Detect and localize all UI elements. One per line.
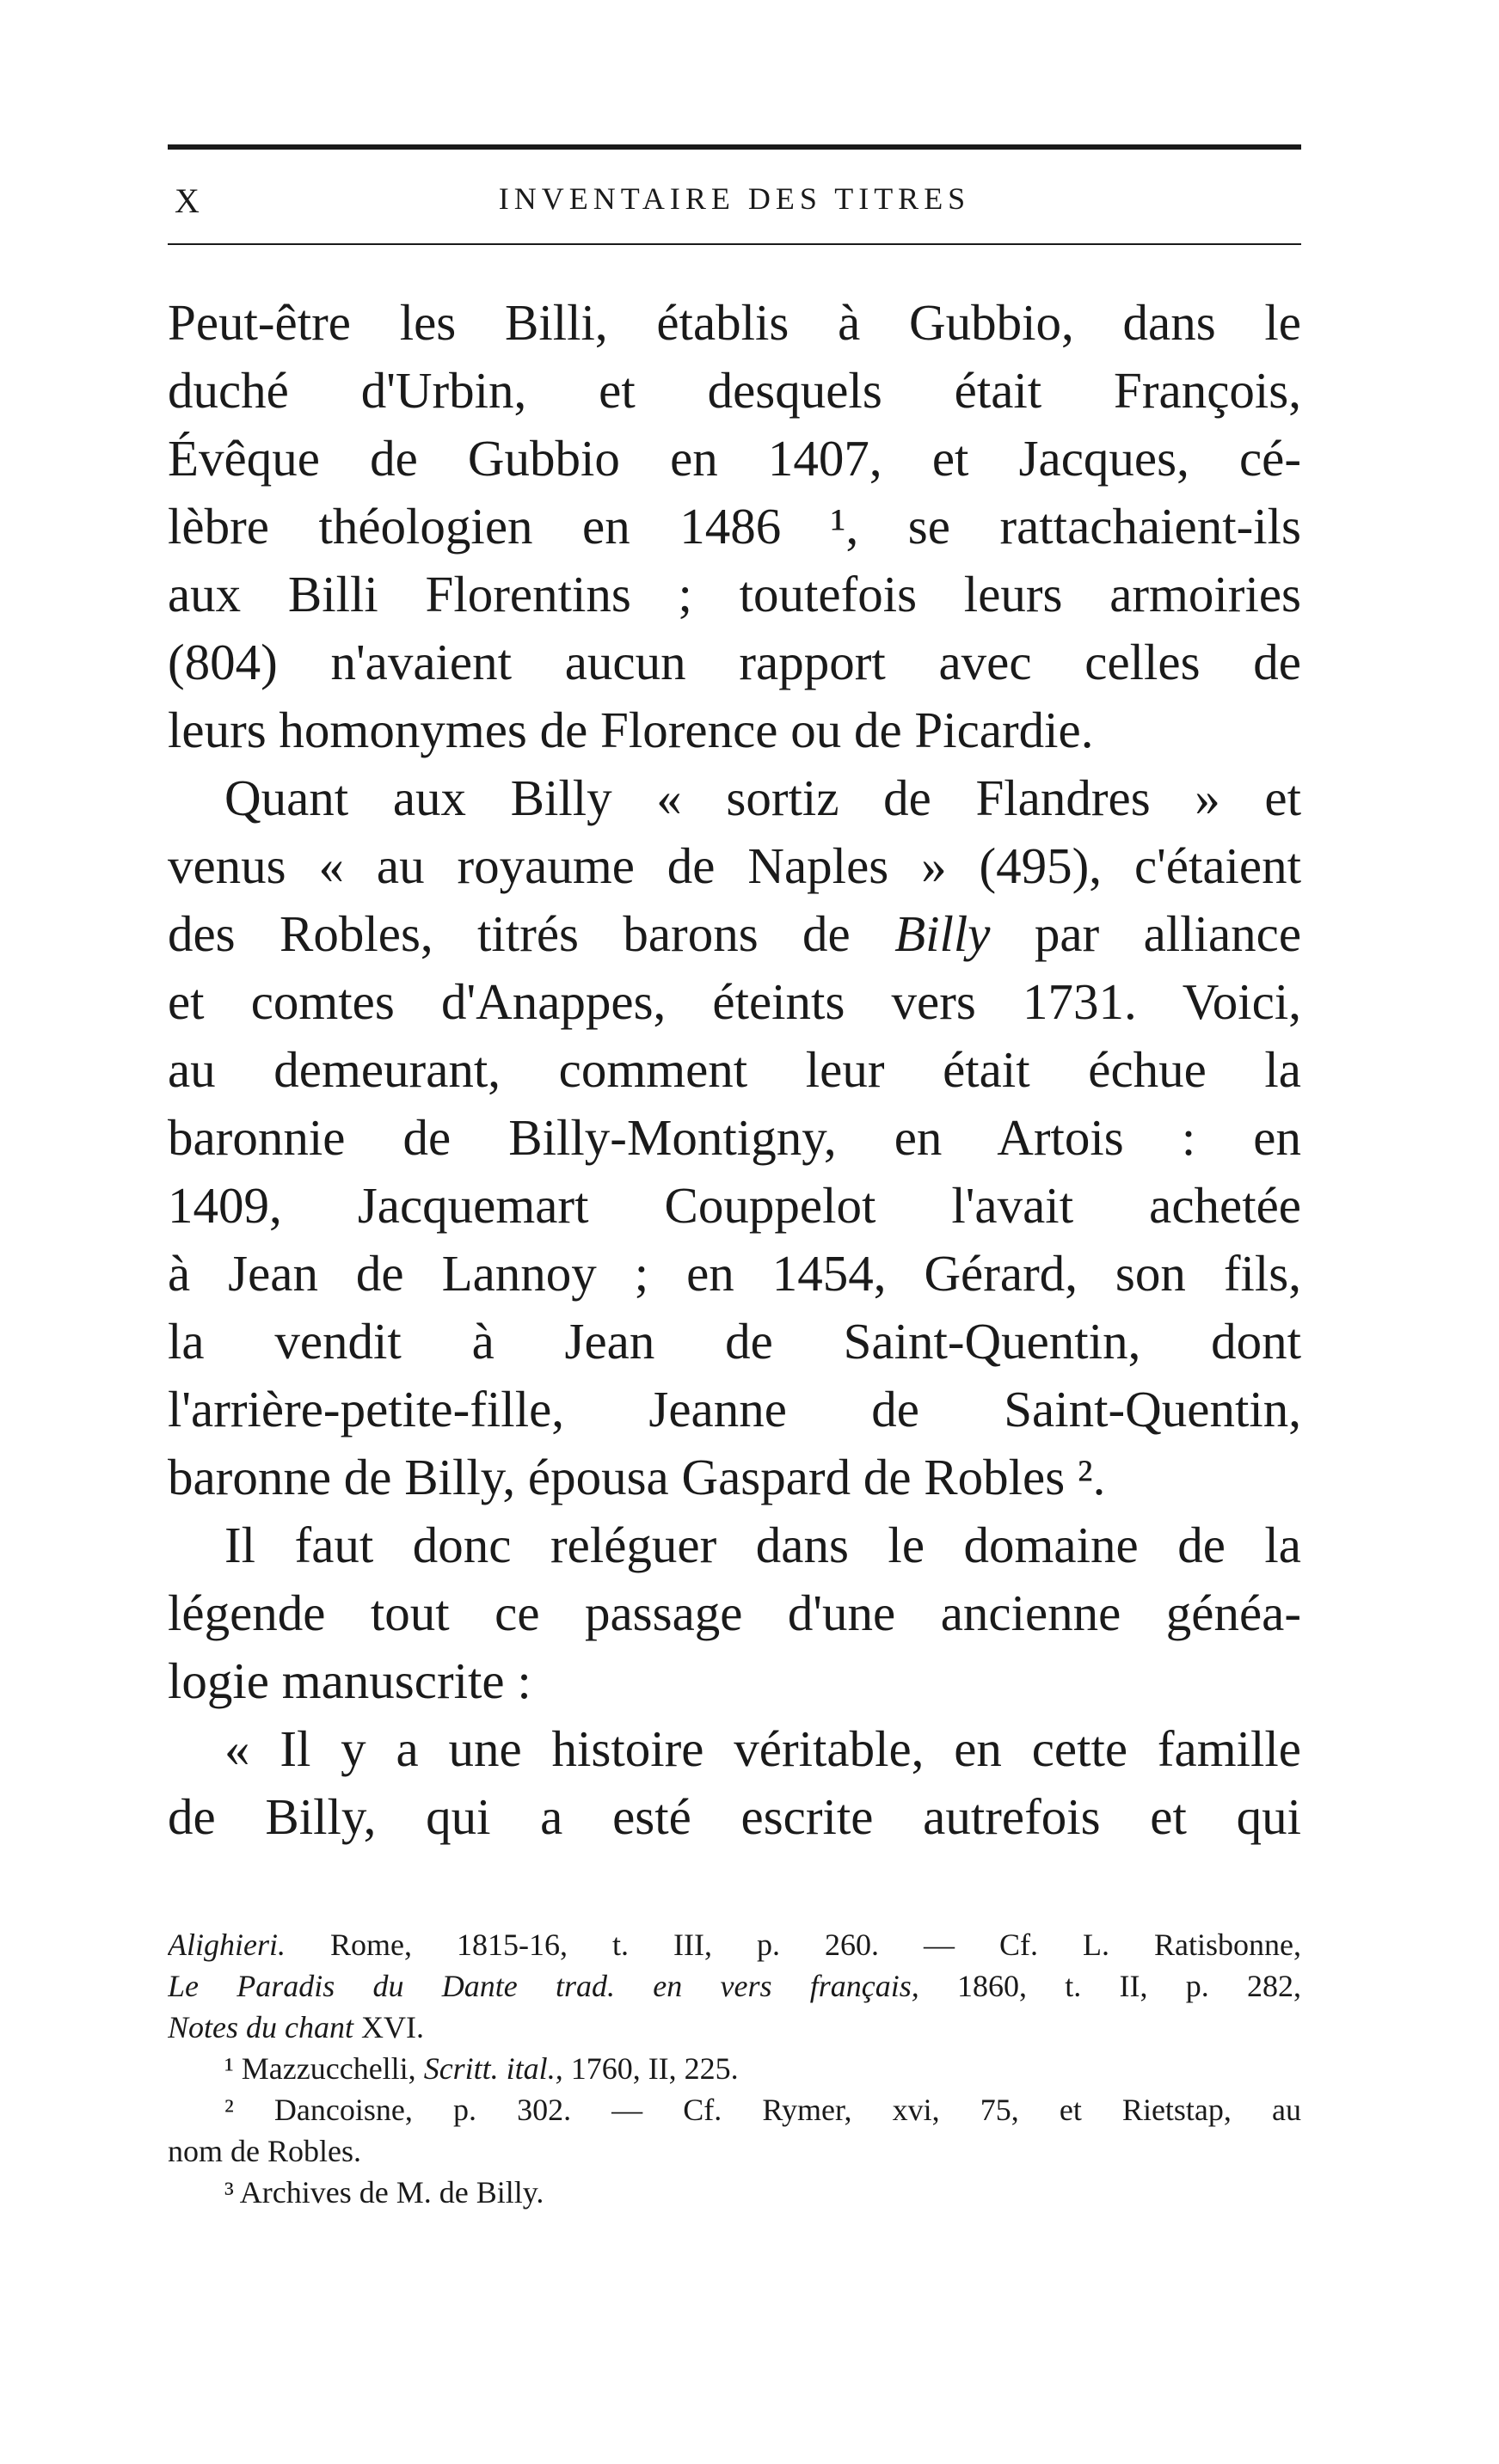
- body-line: aux Billi Florentins ; toutefois leurs armoiries: [168, 566, 1301, 622]
- body-line: de Billy, qui a esté escrite autrefois et qui: [168, 1788, 1301, 1845]
- body-line: et comtes d'Anappes, éteints vers 1731. Voici,: [168, 973, 1301, 1030]
- page-number: X: [175, 181, 201, 220]
- footnote-text: ¹ Mazzucchelli,: [224, 2051, 416, 2086]
- body-line: Évêque de Gubbio en 1407, et Jacques, cé-: [168, 430, 1301, 487]
- body-line: 1409, Jacquemart Couppelot l'avait achetée: [168, 1177, 1301, 1234]
- body-line: venus « au royaume de Naples » (495), c'étaient: [168, 837, 1301, 894]
- footnote-2: ² Dancoisne, p. 302. — Cf. Rymer, xvi, 75, et Rietstap, au: [224, 2093, 1301, 2127]
- footnote-text: Rome, 1815-16, t. III, p. 260. — Cf. L. Ratisbonne,: [330, 1928, 1301, 1962]
- footnote-italic: Le Paradis du Dante trad. en vers français,: [168, 1969, 919, 2003]
- footnote-line: [168, 1965, 1301, 2007]
- running-title: INVENTAIRE DES TITRES: [498, 181, 971, 216]
- body-line: l'arrière-petite-fille, Jeanne de Saint-Quentin,: [168, 1381, 1301, 1437]
- body-line-tail: par alliance: [1034, 905, 1301, 962]
- body-line: Il faut donc reléguer dans le domaine de la: [224, 1517, 1301, 1573]
- body-line: « Il y a une histoire véritable, en cette famille: [224, 1720, 1301, 1777]
- footnote-italic: Alighieri.: [168, 1928, 286, 1962]
- footnote-1: [168, 2048, 1301, 2089]
- body-line: baronnie de Billy-Montigny, en Artois : en: [168, 1109, 1301, 1166]
- body-line: duché d'Urbin, et desquels était François,: [168, 362, 1301, 419]
- footnote-text: 1860, t. II, p. 282,: [957, 1969, 1301, 2003]
- footnote-text: XVI.: [360, 2010, 424, 2044]
- body-text: [168, 289, 1301, 1851]
- body-line: leurs homonymes de Florence ou de Picardie.: [168, 702, 1094, 758]
- footnote-2-cont: nom de Robles.: [168, 2134, 361, 2168]
- footnote-italic: Notes du chant: [168, 2010, 353, 2044]
- body-line: logie manuscrite :: [168, 1652, 531, 1709]
- footnote-line: [168, 2007, 1301, 2048]
- running-header: [168, 181, 1301, 232]
- body-line: (804) n'avaient aucun rapport avec celles de: [168, 634, 1301, 690]
- body-line-mixed: [168, 900, 1301, 968]
- body-line: au demeurant, comment leur était échue la: [168, 1041, 1301, 1098]
- body-line: à Jean de Lannoy ; en 1454, Gérard, son fils,: [168, 1245, 1301, 1302]
- body-line: lèbre théologien en 1486 ¹, se rattachaient-ils: [168, 498, 1301, 555]
- header-rule-bottom: [168, 243, 1301, 245]
- body-line: légende tout ce passage d'une ancienne généa-: [168, 1584, 1301, 1641]
- header-rule-top: [168, 144, 1301, 150]
- body-line-start: des Robles, titrés barons de: [168, 905, 851, 962]
- body-line: Peut-être les Billi, établis à Gubbio, dans le: [168, 294, 1301, 351]
- footnote-text: 1760, II, 225.: [570, 2051, 739, 2086]
- footnote-3: ³ Archives de M. de Billy.: [224, 2175, 544, 2210]
- body-line: baronne de Billy, épousa Gaspard de Robles ².: [168, 1449, 1106, 1505]
- italic-name: Billy: [894, 905, 991, 962]
- footnote-line: [168, 1924, 1301, 1965]
- footnote-italic: Scritt. ital.,: [423, 2051, 563, 2086]
- footnotes: [168, 1924, 1301, 2213]
- body-line: la vendit à Jean de Saint-Quentin, dont: [168, 1313, 1301, 1370]
- body-line: Quant aux Billy « sortiz de Flandres » et: [224, 769, 1301, 826]
